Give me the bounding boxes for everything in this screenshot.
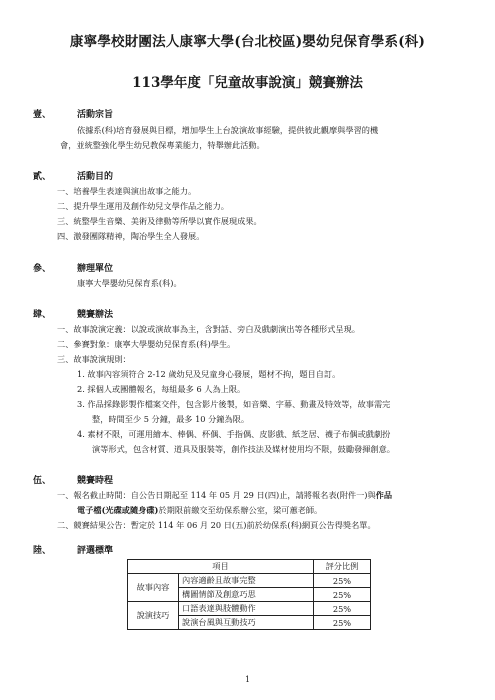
table-header: 項目 [128, 560, 314, 574]
list-item [57, 490, 392, 501]
table-cell: 構圖情節及創意巧思 [179, 588, 314, 602]
sub-list-item-continued: 演等形式，包含材質、道具及服裝等，創作技法及媒材使用均不限，鼓勵發揮創意。 [92, 444, 395, 454]
list-item: 二、競賽結果公告：暫定於 114 年 06 月 20 日(五)前於幼保系(科)網頁公告得獎名單。 [57, 520, 376, 530]
registration-deadline-text: 一、報名截止時間：自公告日期起至 114 年 05 月 29 日(四)止，請將報名表(附件一)與 [57, 490, 376, 500]
table-cell: 口語表達與肢體動作 [179, 602, 314, 616]
list-item: 三、故事說演規則： [57, 354, 131, 364]
section-heading-schedule [33, 475, 113, 487]
table-category-cell: 故事內容 [128, 574, 179, 602]
table-cell: 25% [314, 588, 371, 602]
section-heading-criteria [33, 545, 113, 557]
list-item: 二、參賽對象：康寧大學嬰幼兒保育系(科)學生。 [57, 339, 236, 349]
paragraph-line: 康寧大學嬰幼兒保育系(科)。 [77, 278, 182, 288]
table-category-cell: 說演技巧 [128, 602, 179, 630]
table-cell: 25% [314, 574, 371, 588]
document-subtitle: 113學年度「兒童故事說演」競賽辦法 [132, 75, 363, 91]
sub-list-item: 4. 素材不限，可運用繪本、棒偶、杯偶、手指偶、皮影戲、紙芝居、襪子布偶或戲劇扮 [77, 429, 391, 439]
list-item: 四、激發團隊精神，陶冶學生全人發展。 [57, 231, 205, 241]
table-row [128, 574, 371, 588]
table-header: 評分比例 [314, 560, 371, 574]
section-number: 陸、 [33, 546, 52, 556]
section-title: 評選標準 [77, 546, 114, 556]
criteria-table [127, 559, 371, 630]
section-number: 參、 [33, 264, 52, 274]
section-heading-rules [33, 309, 113, 321]
section-heading-objectives [33, 171, 113, 183]
document-title: 康寧學校財團法人康寧大學(台北校區)嬰幼兒保育學系(科) [69, 34, 426, 50]
section-title: 辦理單位 [77, 264, 114, 274]
sub-list-item: 3. 作品採錄影製作檔案交件，包含影片後製，如音樂、字幕、動畫及特效等，故事需完 [77, 399, 391, 409]
paragraph-line: 依據系(科)培育發展與目標，增加學生上台說演故事經驗，提供彼此觀摩與學習的機 [77, 125, 379, 135]
list-item-continued [77, 505, 322, 516]
section-heading-organizer [33, 263, 113, 275]
list-item: 一、故事說演定義：以說或演故事為主，含對話、旁白及戲劇演出等各種形式呈現。 [57, 324, 360, 334]
table-cell: 25% [314, 616, 371, 630]
section-number: 壹、 [33, 110, 52, 120]
section-number: 肆、 [33, 310, 52, 320]
section-title: 競賽時程 [77, 476, 114, 486]
table-cell: 說演台風與互動技巧 [179, 616, 314, 630]
table-cell: 25% [314, 602, 371, 616]
table-header-row [128, 560, 371, 574]
paragraph-line: 會，並統整強化學生幼兒教保專業能力，特舉辦此活動。 [60, 140, 265, 150]
list-item: 二、提升學生運用及創作幼兒文學作品之能力。 [57, 201, 229, 211]
section-heading-purpose [33, 109, 113, 121]
table-cell: 內容適齡且故事完整 [179, 574, 314, 588]
section-title: 活動宗旨 [77, 110, 114, 120]
emphasis-text: 作品 [375, 490, 393, 500]
sub-list-item-continued: 整，時間至少 5 分鐘，最多 10 分鐘為限。 [92, 414, 250, 424]
section-title: 活動目的 [77, 172, 114, 182]
list-item: 一、培養學生表達與演出故事之能力。 [57, 186, 197, 196]
emphasis-text: 電子檔(光碟或隨身碟) [77, 505, 159, 515]
section-title: 競賽辦法 [77, 310, 114, 320]
sub-list-item: 2. 採個人或團體報名，每組最多 6 人為上限。 [77, 384, 246, 394]
page-number: 1 [244, 675, 251, 684]
list-item: 三、統整學生音樂、美術及律動等所學以實作展現成果。 [57, 216, 262, 226]
submission-text: 於期限前繳交至幼保系辦公室，梁可蕙老師。 [158, 505, 323, 515]
sub-list-item: 1. 故事內容須符合 2-12 歲幼兒及兒童身心發展，題材不拘，題目自訂。 [77, 369, 341, 379]
table-row [128, 602, 371, 616]
section-number: 貳、 [33, 172, 52, 182]
section-number: 伍、 [33, 476, 52, 486]
